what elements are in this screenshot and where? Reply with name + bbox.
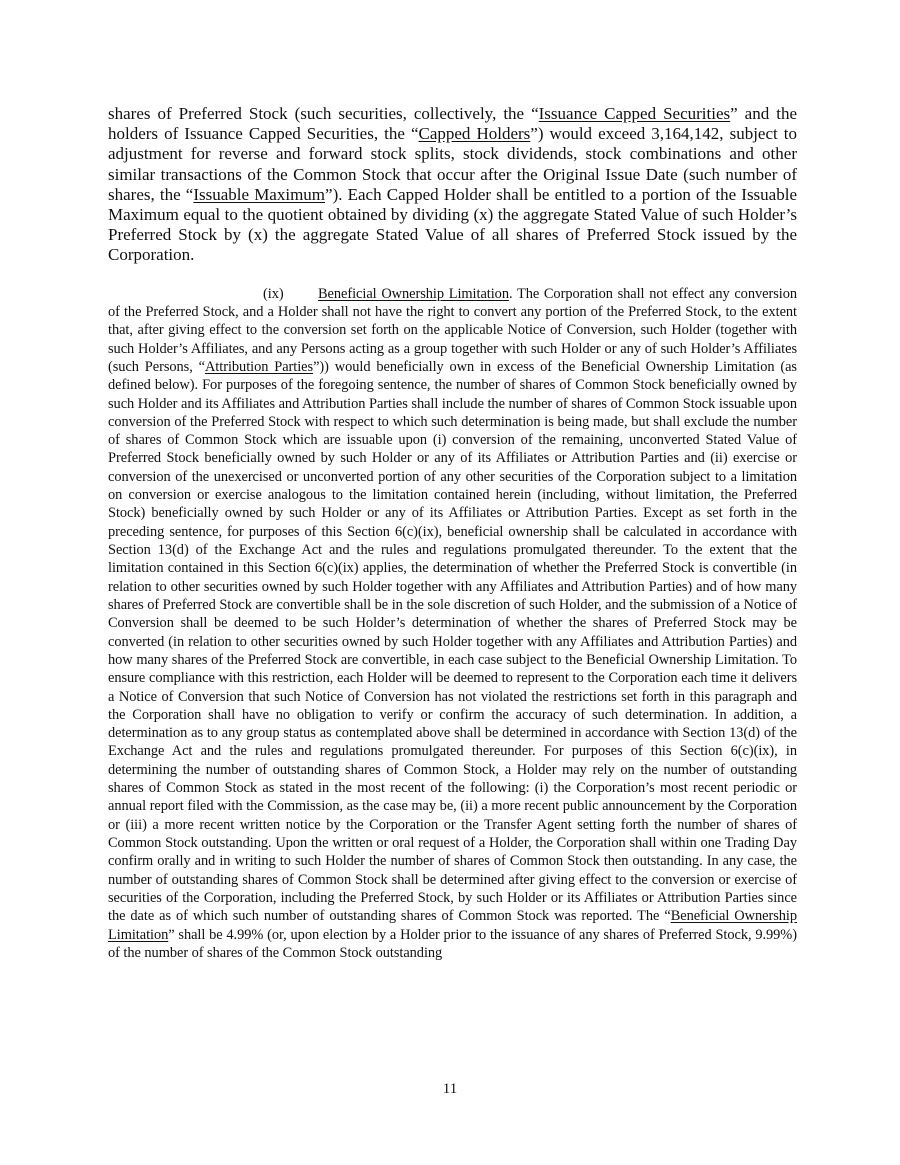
- text-run: ”). Each Capped Holder shall be entitled to a portion of the Issuable Maximum equal to the quotient obtained by dividing (x) the aggregate Stated Value of such Holder’s Preferred Stock by (x) the aggregate Stated Value of all shares of Preferred Stock issued by the Corporation.: [108, 184, 797, 265]
- text-run: ”)) would beneficially own in excess of the Beneficial Ownership Limitation (as defined below). For purposes of the foregoing sentence, the number of shares of Common Stock beneficially owned by such Holder and its Affiliates and Attribution Parties shall include the number of shares of Common Stock issuable upon conversion of the Preferred Stock with respect to which such determination is being made, but shall exclude the number of shares of Common Stock which are issuable upon (i) conversion of the remaining, unconverted Stated Value of Preferred Stock beneficially owned by such Holder or any of its Affiliates or Attribution Parties and (ii) exercise or conversion of the unexercised or unconverted portion of any other securities of the Corporation subject to a limitation on conversion or exercise analogous to the limitation contained herein (including, without limitation, the Preferred Stock) beneficially owned by such Holder or any of its Affiliates or Attribution Parties. Except as set forth in the preceding sentence, for purposes of this Section 6(c)(ix), beneficial ownership shall be calculated in accordance with Section 13(d) of the Exchange Act and the rules and regulations promulgated thereunder. To the extent that the limitation contained in this Section 6(c)(ix) applies, the determination of whether the Preferred Stock is convertible (in relation to other securities owned by such Holder together with any Affiliates and Attribution Parties) and of how many shares of Preferred Stock are convertible shall be in the sole discretion of such Holder, and the submission of a Notice of Conversion shall be deemed to be such Holder’s determination of whether the shares of Preferred Stock may be converted (in relation to other securities owned by such Holder together with any Affiliates and Attribution Parties) and how many shares of the Preferred Stock are convertible, in each case subject to the Beneficial Ownership Limitation. To ensure compliance with this restriction, each Holder will be deemed to represent to the Corporation each time it delivers a Notice of Conversion that such Notice of Conversion has not violated the restrictions set forth in this paragraph and the Corporation shall have no obligation to verify or confirm the accuracy of such determination. In addition, a determination as to any group status as contemplated above shall be determined in accordance with Section 13(d) of the Exchange Act and the rules and regulations promulgated thereunder. For purposes of this Section 6(c)(ix), in determining the number of outstanding shares of Common Stock, a Holder may rely on the number of outstanding shares of Common Stock as stated in the most recent of the following: (i) the Corporation’s most recent periodic or annual report filed with the Commission, as the case may be, (ii) a more recent public announcement by the Corporation or (iii) a more recent written notice by the Corporation or the Transfer Agent setting forth the number of shares of Common Stock outstanding. Upon the written or oral request of a Holder, the Corporation shall within one Trading Day confirm orally and in writing to such Holder the number of shares of Common Stock then outstanding. In any case, the number of outstanding shares of Common Stock shall be determined after giving effect to the conversion or exercise of securities of the Corporation, including the Preferred Stock, by such Holder or its Affiliates or Attribution Parties since the date as of which such number of outstanding shares of Common Stock was reported. The “: [108, 358, 797, 925]
- clause-number: (ix): [263, 285, 284, 302]
- defined-term-capped-holders: Capped Holders: [418, 124, 531, 144]
- page-number: 11: [442, 1081, 458, 1097]
- text-run: ”) would exceed 3,164,142, subject to adjustment for reverse and forward stock splits, stock dividends, stock combinations and other similar transactions of the Common Stock that occur after the Original Issue Date (such number of shares, the “: [108, 124, 797, 204]
- section-heading: Beneficial Ownership Limitation: [318, 285, 509, 302]
- text-run: ” and the holders of Issuance Capped Securities, the “: [108, 104, 797, 144]
- paragraph-beneficial-ownership-limitation: [108, 285, 797, 963]
- text-run: shares of Preferred Stock (such securities, collectively, the “: [108, 104, 539, 123]
- defined-term-attribution-parties: Attribution Parties: [204, 358, 314, 375]
- defined-term-beneficial-ownership-limitation: Beneficial Ownership Limitation: [108, 908, 797, 943]
- text-run: . The Corporation shall not effect any conversion of the Preferred Stock, and a Holder shall not have the right to convert any portion of the Preferred Stock, to the extent that, after giving effect to the conversion set forth on the applicable Notice of Conversion, such Holder (together with such Holder’s Affiliates, and any Persons acting as a group together with such Holder or any of such Holder’s Affiliates (such Persons, “: [108, 285, 797, 375]
- paragraph-issuable-maximum: [108, 104, 797, 266]
- defined-term-issuable-maximum: Issuable Maximum: [193, 184, 326, 204]
- defined-term-issuance-capped-securities: Issuance Capped Securities: [538, 104, 731, 123]
- document-page: [108, 104, 797, 962]
- text-run: ” shall be 4.99% (or, upon election by a Holder prior to the issuance of any shares of Preferred Stock, 9.99%) of the number of shares of the Common Stock outstanding: [108, 926, 797, 961]
